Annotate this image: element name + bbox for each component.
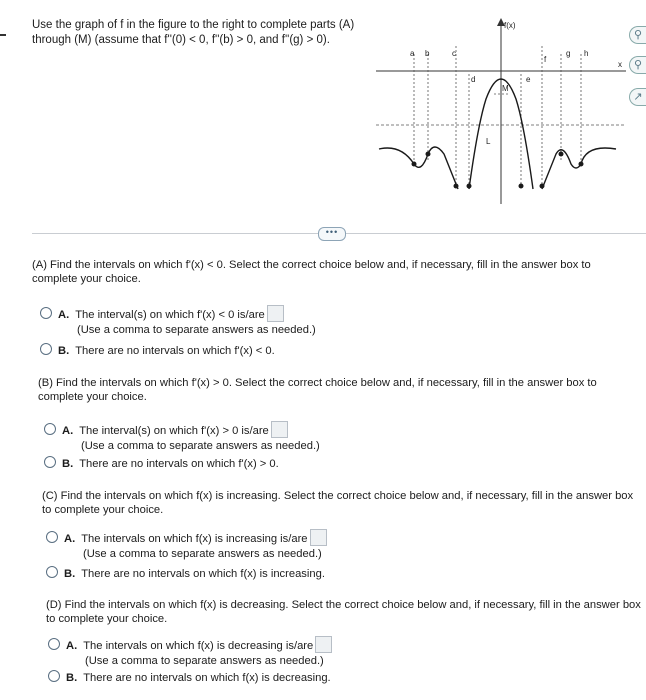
- part-a-radio-b[interactable]: [40, 343, 52, 355]
- more-button[interactable]: •••: [318, 227, 346, 241]
- curve-f: [379, 79, 616, 189]
- open-window-icon[interactable]: ↗: [629, 88, 646, 106]
- dashed-verticals: [414, 46, 581, 186]
- label-c: c: [452, 49, 456, 58]
- label-L: L: [486, 137, 491, 146]
- y-axis-label: f(x): [504, 21, 516, 30]
- graph-points: [412, 152, 584, 189]
- part-c-choice-a[interactable]: A. The intervals on which f(x) is increasing is/are (Use a comma to separate answers as needed.): [46, 529, 327, 562]
- part-d-choice-a[interactable]: A. The intervals on which f(x) is decreasing is/are (Use a comma to separate answers as needed.): [48, 636, 332, 669]
- part-a-choice-b[interactable]: B. There are no intervals on which f'(x) < 0.: [40, 343, 275, 359]
- part-d-radio-a[interactable]: [48, 638, 60, 650]
- zoom-icon[interactable]: ⚲: [629, 26, 646, 44]
- part-c-choice-b[interactable]: B. There are no intervals on which f(x) is increasing.: [46, 566, 325, 582]
- part-b-choice-a[interactable]: A. The interval(s) on which f'(x) > 0 is/are (Use a comma to separate answers as needed.): [44, 421, 320, 454]
- label-a: a: [410, 49, 415, 58]
- zoom-out-icon[interactable]: ⚲: [629, 56, 646, 74]
- part-c-radio-a[interactable]: [46, 531, 58, 543]
- part-c-question: (C) Find the intervals on which f(x) is increasing. Select the correct choice below and, if necessary, fill in the answer box to complete your choice.: [42, 490, 634, 516]
- label-e: e: [526, 75, 531, 84]
- label-M: M: [502, 84, 509, 93]
- label-b: b: [425, 49, 430, 58]
- label-d: d: [471, 75, 476, 84]
- part-a-answer-box[interactable]: [267, 305, 284, 322]
- problem-prompt: Use the graph of f in the figure to the right to complete parts (A) through (M) (assume that f''(0) < 0, f''(b) > 0, and f''(g) > 0).: [32, 19, 355, 46]
- part-d-answer-box[interactable]: [315, 636, 332, 653]
- function-graph: [376, 14, 626, 204]
- part-c-radio-b[interactable]: [46, 566, 58, 578]
- x-axis-label: x: [618, 60, 622, 69]
- part-a-question: (A) Find the intervals on which f'(x) < 0. Select the correct choice below and, if necessary, fill in the answer box to complete your choice.: [32, 259, 591, 285]
- label-h: h: [584, 49, 589, 58]
- part-b-radio-b[interactable]: [44, 456, 56, 468]
- part-b-question: (B) Find the intervals on which f'(x) > 0. Select the correct choice below and, if necessary, fill in the answer box to complete your choice.: [38, 377, 597, 403]
- left-edge-mark: [0, 34, 6, 36]
- part-d-question: (D) Find the intervals on which f(x) is decreasing. Select the correct choice below and, if necessary, fill in the answer box to complete your choice.: [46, 599, 641, 625]
- part-b-radio-a[interactable]: [44, 423, 56, 435]
- part-a-choice-a[interactable]: A. The interval(s) on which f'(x) < 0 is/are (Use a comma to separate answers as needed.): [40, 305, 316, 338]
- part-b-answer-box[interactable]: [271, 421, 288, 438]
- label-g: g: [566, 49, 571, 58]
- part-d-radio-b[interactable]: [48, 670, 60, 682]
- part-a-radio-a[interactable]: [40, 307, 52, 319]
- part-c-answer-box[interactable]: [310, 529, 327, 546]
- part-d-choice-b[interactable]: B. There are no intervals on which f(x) is decreasing.: [48, 670, 331, 686]
- label-f: f: [544, 55, 547, 64]
- part-b-choice-b[interactable]: B. There are no intervals on which f'(x) > 0.: [44, 456, 279, 472]
